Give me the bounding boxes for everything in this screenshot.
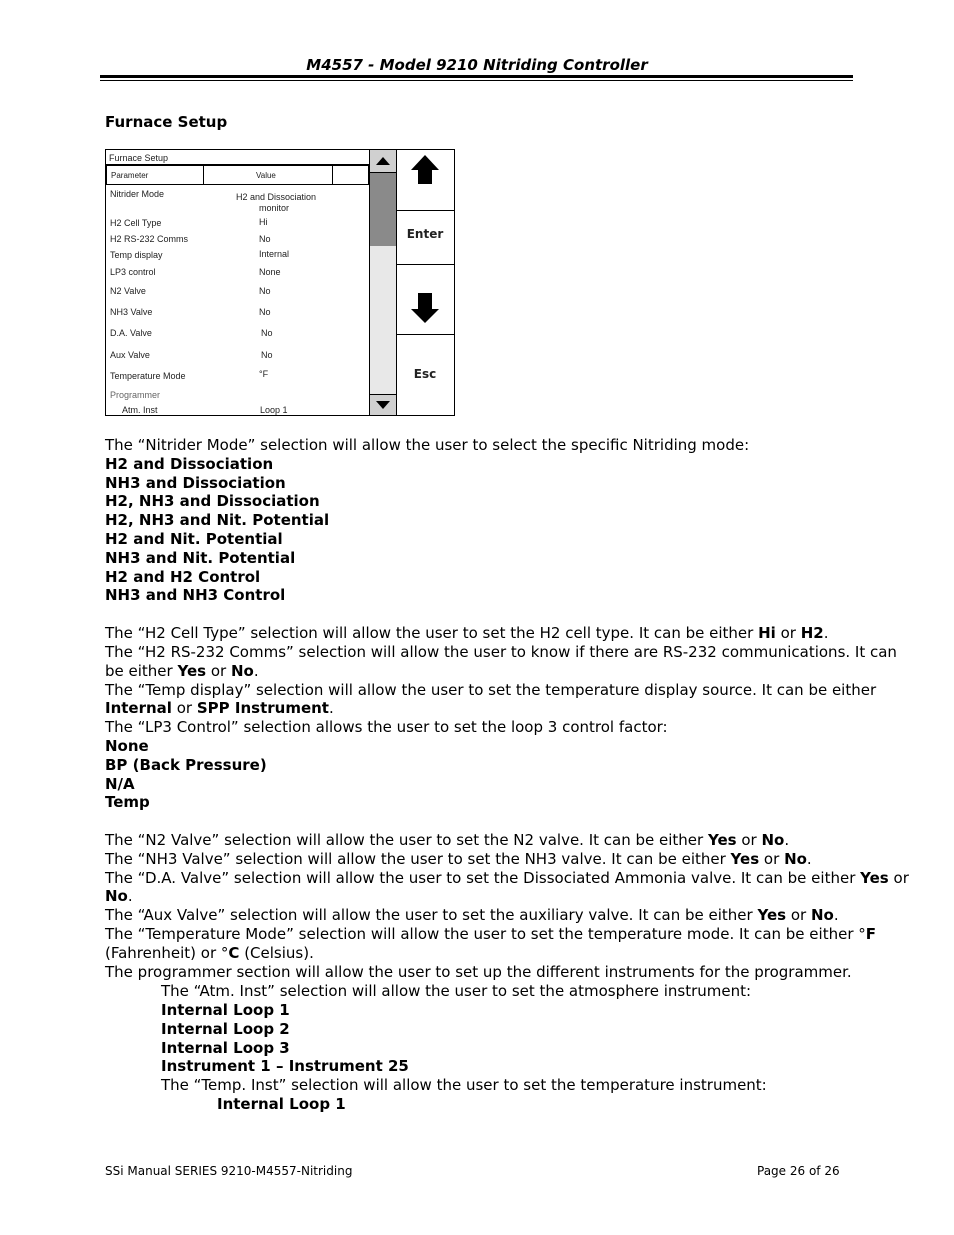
temp-inst-option: Internal Loop 1: [217, 1095, 346, 1113]
param-label[interactable]: D.A. Valve: [110, 328, 152, 338]
screen-title: Furnace Setup: [109, 153, 169, 163]
lp3-option: N/A: [105, 775, 135, 793]
down-arrow-button[interactable]: [396, 265, 454, 335]
atm-option: Internal Loop 2: [161, 1020, 290, 1038]
aux-valve-text: The “Aux Valve” selection will allow the user to set the auxiliary valve. It can be either Yes or No.: [105, 906, 839, 924]
temp-display-text: The “Temp display” selection will allow the user to set the temperature display source. It can be either: [105, 681, 877, 699]
param-value[interactable]: Internal: [259, 249, 290, 259]
da-valve-text-cont: No.: [105, 887, 133, 905]
param-value: monitor: [259, 203, 290, 213]
header-rule-thin: [100, 80, 853, 81]
lp3-option: BP (Back Pressure): [105, 756, 267, 774]
mode-option: NH3 and NH3 Control: [105, 586, 286, 604]
rs232-text-cont: be either Yes or No.: [105, 662, 259, 680]
mode-option: H2, NH3 and Nit. Potential: [105, 511, 330, 529]
header-rule: [100, 75, 853, 78]
mode-option: H2, NH3 and Dissociation: [105, 492, 320, 510]
mode-option: NH3 and Dissociation: [105, 474, 286, 492]
param-label[interactable]: H2 RS-232 Comms: [110, 234, 189, 244]
lp3-option: Temp: [105, 793, 150, 811]
param-value[interactable]: Loop 1: [260, 405, 288, 415]
param-label[interactable]: Aux Valve: [110, 350, 150, 360]
param-value[interactable]: None: [259, 267, 281, 277]
n2-valve-text: The “N2 Valve” selection will allow the user to set the N2 valve. It can be either Yes or No.: [105, 831, 790, 849]
footer-manual-title: SSi Manual SERIES 9210-M4557-Nitriding: [105, 1164, 353, 1178]
enter-button[interactable]: Enter: [396, 211, 454, 265]
param-value[interactable]: No: [261, 350, 273, 360]
param-value[interactable]: No: [259, 307, 271, 317]
lp3-control-text: The “LP3 Control” selection allows the user to set the loop 3 control factor:: [105, 718, 668, 736]
mode-option: NH3 and Nit. Potential: [105, 549, 296, 567]
param-label[interactable]: Nitrider Mode: [110, 189, 165, 199]
furnace-setup-screen: [105, 149, 455, 416]
scrollbar[interactable]: [369, 150, 397, 415]
mode-option: H2 and Nit. Potential: [105, 530, 283, 548]
temperature-mode-text: The “Temperature Mode” selection will allow the user to set the temperature mode. It can be either °F: [105, 925, 877, 943]
param-label[interactable]: Atm. Inst: [122, 405, 158, 415]
parameter-column-header: Parameter: [106, 165, 204, 185]
lp3-option: None: [105, 737, 149, 755]
param-value[interactable]: No: [259, 234, 271, 244]
scroll-up-icon[interactable]: [370, 150, 396, 173]
temp-inst-text: The “Temp. Inst” selection will allow the user to set the temperature instrument:: [161, 1076, 767, 1094]
footer-page-number: Page 26 of 26: [757, 1164, 840, 1178]
param-label[interactable]: LP3 control: [110, 267, 156, 277]
param-label[interactable]: Temperature Mode: [110, 371, 186, 381]
atm-option: Internal Loop 3: [161, 1039, 290, 1057]
nitrider-mode-intro: The “Nitrider Mode” selection will allow the user to select the specific Nitriding mode:: [105, 436, 750, 454]
atm-inst-text: The “Atm. Inst” selection will allow the user to set the atmosphere instrument:: [161, 982, 752, 1000]
param-label[interactable]: NH3 Valve: [110, 307, 153, 317]
param-value[interactable]: °F: [259, 369, 269, 379]
esc-button[interactable]: Esc: [413, 367, 437, 381]
param-value[interactable]: H2 and Dissociation: [236, 192, 317, 202]
param-label[interactable]: Temp display: [110, 250, 163, 260]
value-column-header: Value: [203, 165, 333, 185]
button-column: [396, 150, 454, 415]
nh3-valve-text: The “NH3 Valve” selection will allow the user to set the NH3 valve. It can be either Yes or No.: [105, 850, 812, 868]
arrow-up-icon: [396, 150, 454, 211]
section-title: Furnace Setup: [105, 113, 228, 131]
up-arrow-button[interactable]: [396, 150, 454, 211]
scrollbar-thumb[interactable]: [370, 173, 396, 246]
programmer-text: The programmer section will allow the user to set up the different instruments for the programmer.: [105, 963, 852, 981]
param-group-label: Programmer: [110, 390, 161, 400]
temp-display-options: Internal or SPP Instrument.: [105, 699, 334, 717]
param-label[interactable]: H2 Cell Type: [110, 218, 162, 228]
atm-option: Internal Loop 1: [161, 1001, 290, 1019]
da-valve-text: The “D.A. Valve” selection will allow the user to set the Dissociated Ammonia valve. It can be either Yes or: [105, 869, 909, 887]
mode-option: H2 and Dissociation: [105, 455, 274, 473]
scroll-down-icon[interactable]: [370, 394, 396, 415]
param-value[interactable]: No: [259, 286, 271, 296]
mode-option: H2 and H2 Control: [105, 568, 261, 586]
temperature-mode-text-cont: (Fahrenheit) or °C (Celsius).: [105, 944, 314, 962]
param-value[interactable]: Hi: [259, 217, 268, 227]
param-value[interactable]: No: [261, 328, 273, 338]
param-label[interactable]: N2 Valve: [110, 286, 146, 296]
arrow-down-icon: [396, 265, 454, 335]
atm-option: Instrument 1 – Instrument 25: [161, 1057, 409, 1075]
h2-cell-type-text: The “H2 Cell Type” selection will allow the user to set the H2 cell type. It can be either Hi or H2.: [105, 624, 829, 642]
rs232-text: The “H2 RS-232 Comms” selection will allow the user to know if there are RS-232 communications. It can: [105, 643, 897, 661]
page-header-title: M4557 - Model 9210 Nitriding Controller: [306, 56, 648, 74]
